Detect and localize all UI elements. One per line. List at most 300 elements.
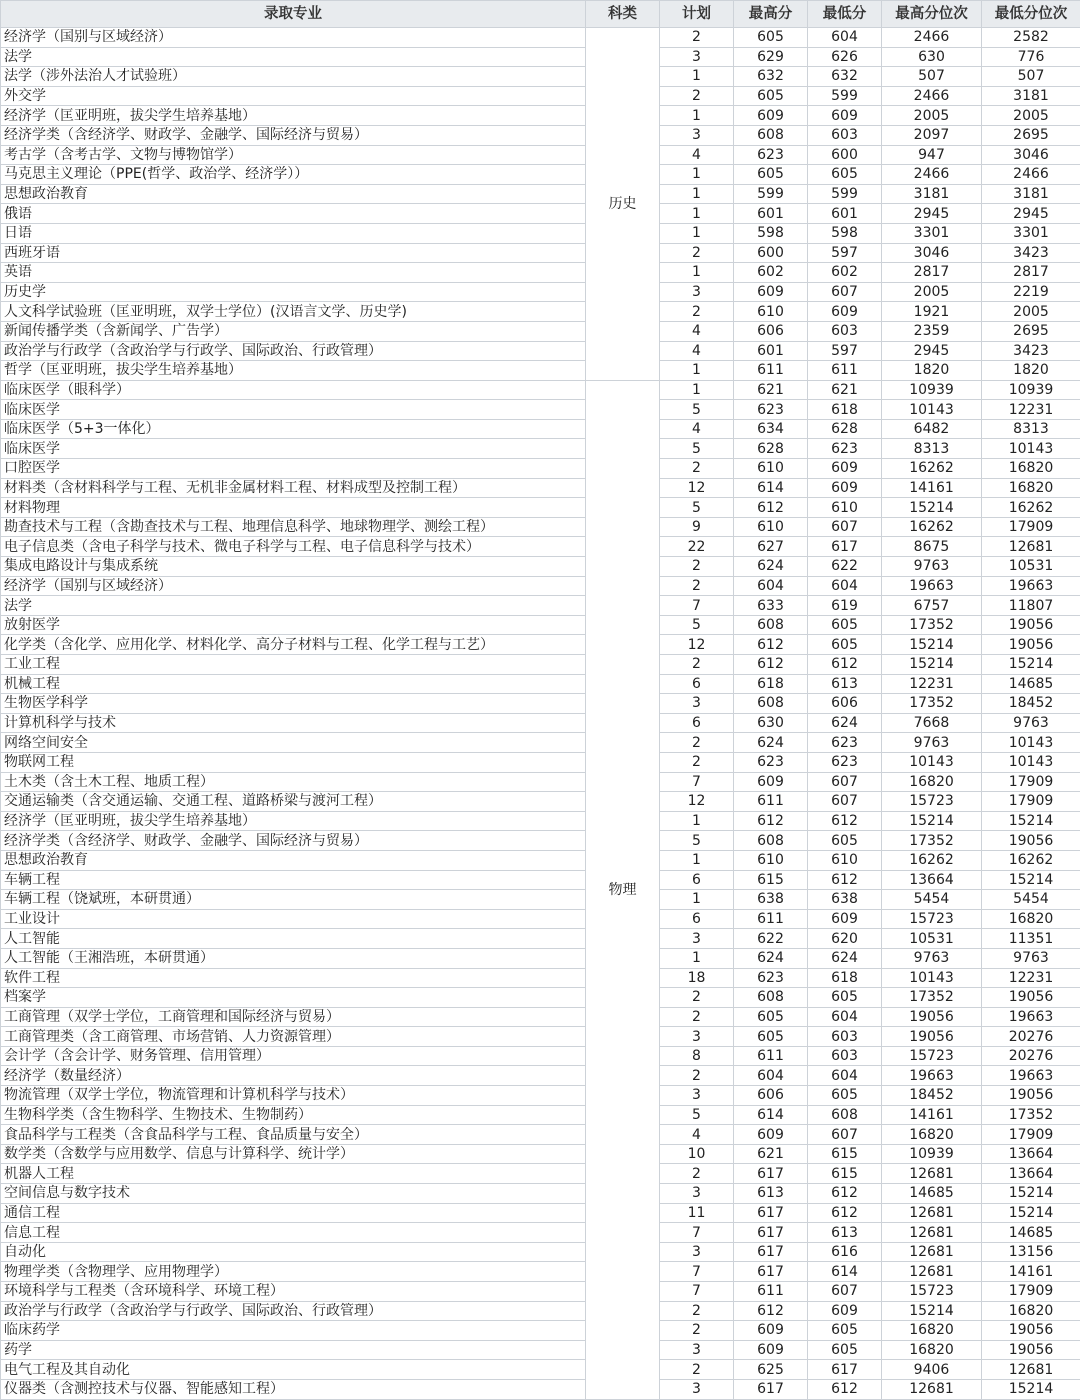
- plan-cell: 3: [660, 47, 734, 67]
- max-score-cell: 608: [734, 615, 808, 635]
- min-rank-cell: 12231: [982, 400, 1080, 420]
- max-rank-cell: 10143: [882, 968, 982, 988]
- plan-cell: 2: [660, 1066, 734, 1086]
- plan-cell: 5: [660, 831, 734, 851]
- plan-cell: 2: [660, 302, 734, 322]
- major-cell: 食品科学与工程类（含食品科学与工程、食品质量与安全）: [1, 1125, 586, 1145]
- max-rank-cell: 2466: [882, 28, 982, 48]
- max-score-cell: 611: [734, 792, 808, 812]
- min-rank-cell: 13664: [982, 1164, 1080, 1184]
- max-rank-cell: 16262: [882, 517, 982, 537]
- max-rank-cell: 14161: [882, 1105, 982, 1125]
- table-row: [1, 1321, 1080, 1341]
- max-score-cell: 614: [734, 1105, 808, 1125]
- max-score-cell: 621: [734, 1144, 808, 1164]
- min-rank-cell: 19056: [982, 831, 1080, 851]
- min-score-cell: 604: [808, 1007, 882, 1027]
- plan-cell: 12: [660, 478, 734, 498]
- max-score-cell: 606: [734, 1086, 808, 1106]
- min-rank-cell: 3046: [982, 145, 1080, 165]
- table-row: [1, 890, 1080, 910]
- min-score-cell: 610: [808, 498, 882, 518]
- min-score-cell: 612: [808, 870, 882, 890]
- major-cell: 历史学: [1, 282, 586, 302]
- table-row: [1, 655, 1080, 675]
- max-rank-cell: 1820: [882, 361, 982, 381]
- max-rank-cell: 9406: [882, 1360, 982, 1380]
- max-rank-cell: 19663: [882, 1066, 982, 1086]
- min-rank-cell: 14685: [982, 1223, 1080, 1243]
- max-score-cell: 624: [734, 557, 808, 577]
- major-cell: 西班牙语: [1, 243, 586, 263]
- max-rank-cell: 6482: [882, 419, 982, 439]
- min-rank-cell: 16820: [982, 478, 1080, 498]
- table-row: [1, 1203, 1080, 1223]
- max-score-cell: 612: [734, 635, 808, 655]
- min-rank-cell: 19056: [982, 988, 1080, 1008]
- min-rank-cell: 19663: [982, 576, 1080, 596]
- table-row: [1, 576, 1080, 596]
- major-cell: 政治学与行政学（含政治学与行政学、国际政治、行政管理）: [1, 1301, 586, 1321]
- max-rank-cell: 9763: [882, 557, 982, 577]
- major-cell: 信息工程: [1, 1223, 586, 1243]
- major-cell: 思想政治教育: [1, 850, 586, 870]
- min-rank-cell: 14685: [982, 674, 1080, 694]
- max-score-cell: 611: [734, 361, 808, 381]
- max-score-cell: 622: [734, 929, 808, 949]
- major-cell: 自动化: [1, 1242, 586, 1262]
- min-score-cell: 605: [808, 165, 882, 185]
- min-score-cell: 597: [808, 243, 882, 263]
- max-score-cell: 623: [734, 400, 808, 420]
- plan-cell: 2: [660, 28, 734, 48]
- plan-cell: 5: [660, 1105, 734, 1125]
- plan-cell: 3: [660, 694, 734, 714]
- major-cell: 通信工程: [1, 1203, 586, 1223]
- major-cell: 经济学（国别与区域经济）: [1, 576, 586, 596]
- max-score-cell: 609: [734, 1340, 808, 1360]
- major-cell: 临床医学: [1, 400, 586, 420]
- category-cell: 物理: [586, 380, 660, 1399]
- table-row: [1, 1027, 1080, 1047]
- major-cell: 机械工程: [1, 674, 586, 694]
- min-rank-cell: 11807: [982, 596, 1080, 616]
- min-rank-cell: 13664: [982, 1144, 1080, 1164]
- min-rank-cell: 17909: [982, 772, 1080, 792]
- min-rank-cell: 1820: [982, 361, 1080, 381]
- max-score-cell: 627: [734, 537, 808, 557]
- min-rank-cell: 16820: [982, 909, 1080, 929]
- table-row: [1, 498, 1080, 518]
- max-score-cell: 609: [734, 1321, 808, 1341]
- plan-cell: 2: [660, 1301, 734, 1321]
- min-rank-cell: 19663: [982, 1066, 1080, 1086]
- major-cell: 法学（涉外法治人才试验班）: [1, 67, 586, 87]
- major-cell: 土木类（含土木工程、地质工程）: [1, 772, 586, 792]
- header-plan: 计划: [660, 1, 734, 28]
- max-score-cell: 634: [734, 419, 808, 439]
- table-row: [1, 1262, 1080, 1282]
- min-score-cell: 626: [808, 47, 882, 67]
- plan-cell: 1: [660, 263, 734, 283]
- max-rank-cell: 630: [882, 47, 982, 67]
- table-row: [1, 1125, 1080, 1145]
- table-row: [1, 713, 1080, 733]
- min-rank-cell: 3423: [982, 341, 1080, 361]
- max-score-cell: 598: [734, 223, 808, 243]
- max-rank-cell: 17352: [882, 831, 982, 851]
- table-row: [1, 1164, 1080, 1184]
- plan-cell: 1: [660, 165, 734, 185]
- table-row: [1, 459, 1080, 479]
- min-rank-cell: 12681: [982, 1360, 1080, 1380]
- max-score-cell: 604: [734, 576, 808, 596]
- table-row: [1, 1242, 1080, 1262]
- min-score-cell: 616: [808, 1242, 882, 1262]
- major-cell: 临床医学（5+3一体化）: [1, 419, 586, 439]
- max-rank-cell: 12681: [882, 1379, 982, 1399]
- max-rank-cell: 3046: [882, 243, 982, 263]
- max-score-cell: 611: [734, 909, 808, 929]
- major-cell: 人文科学试验班（匡亚明班，双学士学位）(汉语言文学、历史学): [1, 302, 586, 322]
- table-row: [1, 1086, 1080, 1106]
- plan-cell: 1: [660, 223, 734, 243]
- max-score-cell: 609: [734, 282, 808, 302]
- table-row: [1, 380, 1080, 400]
- min-rank-cell: 16820: [982, 459, 1080, 479]
- max-score-cell: 617: [734, 1242, 808, 1262]
- max-score-cell: 609: [734, 1125, 808, 1145]
- max-score-cell: 609: [734, 772, 808, 792]
- min-score-cell: 622: [808, 557, 882, 577]
- min-rank-cell: 8313: [982, 419, 1080, 439]
- major-cell: 工商管理（双学士学位，工商管理和国际经济与贸易）: [1, 1007, 586, 1027]
- table-row: [1, 400, 1080, 420]
- major-cell: 数学类（含数学与应用数学、信息与计算科学、统计学）: [1, 1144, 586, 1164]
- min-score-cell: 603: [808, 1046, 882, 1066]
- max-score-cell: 630: [734, 713, 808, 733]
- min-score-cell: 609: [808, 106, 882, 126]
- min-rank-cell: 2582: [982, 28, 1080, 48]
- major-cell: 物流管理（双学士学位，物流管理和计算机科学与技术）: [1, 1086, 586, 1106]
- plan-cell: 1: [660, 106, 734, 126]
- plan-cell: 1: [660, 361, 734, 381]
- plan-cell: 2: [660, 576, 734, 596]
- min-score-cell: 599: [808, 86, 882, 106]
- min-score-cell: 605: [808, 1086, 882, 1106]
- plan-cell: 5: [660, 498, 734, 518]
- max-rank-cell: 19056: [882, 1027, 982, 1047]
- plan-cell: 4: [660, 341, 734, 361]
- major-cell: 临床医学（眼科学）: [1, 380, 586, 400]
- max-rank-cell: 1921: [882, 302, 982, 322]
- min-score-cell: 623: [808, 439, 882, 459]
- min-score-cell: 624: [808, 713, 882, 733]
- table-row: [1, 439, 1080, 459]
- max-score-cell: 605: [734, 86, 808, 106]
- max-rank-cell: 15723: [882, 792, 982, 812]
- min-rank-cell: 19056: [982, 1321, 1080, 1341]
- min-score-cell: 624: [808, 948, 882, 968]
- major-cell: 政治学与行政学（含政治学与行政学、国际政治、行政管理）: [1, 341, 586, 361]
- max-score-cell: 610: [734, 302, 808, 322]
- plan-cell: 2: [660, 1164, 734, 1184]
- max-score-cell: 602: [734, 263, 808, 283]
- plan-cell: 2: [660, 655, 734, 675]
- max-rank-cell: 16820: [882, 1321, 982, 1341]
- major-cell: 放射医学: [1, 615, 586, 635]
- header-major: 录取专业: [1, 1, 586, 28]
- min-rank-cell: 19056: [982, 635, 1080, 655]
- min-score-cell: 601: [808, 204, 882, 224]
- min-score-cell: 620: [808, 929, 882, 949]
- major-cell: 工业工程: [1, 655, 586, 675]
- min-score-cell: 612: [808, 1203, 882, 1223]
- table-row: [1, 106, 1080, 126]
- min-rank-cell: 13156: [982, 1242, 1080, 1262]
- min-score-cell: 606: [808, 694, 882, 714]
- min-rank-cell: 507: [982, 67, 1080, 87]
- min-rank-cell: 15214: [982, 870, 1080, 890]
- min-rank-cell: 10939: [982, 380, 1080, 400]
- max-score-cell: 610: [734, 850, 808, 870]
- min-score-cell: 604: [808, 1066, 882, 1086]
- min-rank-cell: 2466: [982, 165, 1080, 185]
- plan-cell: 11: [660, 1203, 734, 1223]
- major-cell: 经济学（匡亚明班，拔尖学生培养基地）: [1, 106, 586, 126]
- min-score-cell: 610: [808, 850, 882, 870]
- max-rank-cell: 2359: [882, 321, 982, 341]
- major-cell: 经济学（数量经济）: [1, 1066, 586, 1086]
- min-rank-cell: 16820: [982, 1301, 1080, 1321]
- min-rank-cell: 17909: [982, 1282, 1080, 1302]
- plan-cell: 3: [660, 1340, 734, 1360]
- min-rank-cell: 2005: [982, 106, 1080, 126]
- major-cell: 口腔医学: [1, 459, 586, 479]
- max-rank-cell: 6757: [882, 596, 982, 616]
- plan-cell: 1: [660, 380, 734, 400]
- min-rank-cell: 5454: [982, 890, 1080, 910]
- max-rank-cell: 5454: [882, 890, 982, 910]
- plan-cell: 3: [660, 125, 734, 145]
- min-score-cell: 617: [808, 537, 882, 557]
- plan-cell: 1: [660, 890, 734, 910]
- min-rank-cell: 2817: [982, 263, 1080, 283]
- table-row: [1, 1184, 1080, 1204]
- max-rank-cell: 7668: [882, 713, 982, 733]
- max-rank-cell: 17352: [882, 694, 982, 714]
- min-rank-cell: 17909: [982, 517, 1080, 537]
- min-score-cell: 619: [808, 596, 882, 616]
- plan-cell: 1: [660, 850, 734, 870]
- min-rank-cell: 19663: [982, 1007, 1080, 1027]
- min-rank-cell: 20276: [982, 1027, 1080, 1047]
- min-rank-cell: 3181: [982, 86, 1080, 106]
- table-row: [1, 615, 1080, 635]
- plan-cell: 7: [660, 1262, 734, 1282]
- max-score-cell: 628: [734, 439, 808, 459]
- min-rank-cell: 16262: [982, 850, 1080, 870]
- max-rank-cell: 10143: [882, 752, 982, 772]
- plan-cell: 2: [660, 243, 734, 263]
- max-score-cell: 606: [734, 321, 808, 341]
- max-score-cell: 623: [734, 968, 808, 988]
- major-cell: 空间信息与数字技术: [1, 1184, 586, 1204]
- max-rank-cell: 17352: [882, 615, 982, 635]
- table-row: [1, 557, 1080, 577]
- max-score-cell: 612: [734, 655, 808, 675]
- plan-cell: 2: [660, 1321, 734, 1341]
- max-score-cell: 638: [734, 890, 808, 910]
- max-rank-cell: 15214: [882, 655, 982, 675]
- max-rank-cell: 15214: [882, 635, 982, 655]
- max-rank-cell: 507: [882, 67, 982, 87]
- min-score-cell: 607: [808, 772, 882, 792]
- min-score-cell: 612: [808, 1184, 882, 1204]
- min-score-cell: 638: [808, 890, 882, 910]
- plan-cell: 1: [660, 204, 734, 224]
- min-rank-cell: 20276: [982, 1046, 1080, 1066]
- major-cell: 俄语: [1, 204, 586, 224]
- plan-cell: 2: [660, 733, 734, 753]
- table-row: [1, 517, 1080, 537]
- major-cell: 档案学: [1, 988, 586, 1008]
- category-cell: 历史: [586, 28, 660, 381]
- table-row: [1, 282, 1080, 302]
- max-score-cell: 623: [734, 752, 808, 772]
- min-rank-cell: 16262: [982, 498, 1080, 518]
- max-rank-cell: 12231: [882, 674, 982, 694]
- plan-cell: 7: [660, 596, 734, 616]
- table-row: [1, 929, 1080, 949]
- min-score-cell: 604: [808, 576, 882, 596]
- table-row: [1, 537, 1080, 557]
- max-score-cell: 608: [734, 125, 808, 145]
- min-score-cell: 603: [808, 321, 882, 341]
- min-score-cell: 612: [808, 1379, 882, 1399]
- plan-cell: 2: [660, 1007, 734, 1027]
- table-row: [1, 1340, 1080, 1360]
- major-cell: 经济学类（含经济学、财政学、金融学、国际经济与贸易）: [1, 831, 586, 851]
- min-score-cell: 615: [808, 1164, 882, 1184]
- max-score-cell: 610: [734, 517, 808, 537]
- min-score-cell: 615: [808, 1144, 882, 1164]
- min-score-cell: 605: [808, 831, 882, 851]
- plan-cell: 6: [660, 870, 734, 890]
- table-row: [1, 1105, 1080, 1125]
- plan-cell: 2: [660, 86, 734, 106]
- max-score-cell: 629: [734, 47, 808, 67]
- max-score-cell: 601: [734, 341, 808, 361]
- major-cell: 会计学（含会计学、财务管理、信用管理）: [1, 1046, 586, 1066]
- table-row: [1, 870, 1080, 890]
- table-row: [1, 223, 1080, 243]
- major-cell: 计算机科学与技术: [1, 713, 586, 733]
- table-row: [1, 302, 1080, 322]
- min-score-cell: 604: [808, 28, 882, 48]
- max-score-cell: 612: [734, 811, 808, 831]
- plan-cell: 4: [660, 145, 734, 165]
- min-score-cell: 597: [808, 341, 882, 361]
- max-score-cell: 608: [734, 694, 808, 714]
- table-row: [1, 86, 1080, 106]
- max-score-cell: 624: [734, 733, 808, 753]
- major-cell: 药学: [1, 1340, 586, 1360]
- min-rank-cell: 15214: [982, 1379, 1080, 1399]
- max-score-cell: 633: [734, 596, 808, 616]
- max-rank-cell: 2097: [882, 125, 982, 145]
- major-cell: 马克思主义理论（PPE(哲学、政治学、经济学））: [1, 165, 586, 185]
- min-rank-cell: 17909: [982, 792, 1080, 812]
- min-rank-cell: 14161: [982, 1262, 1080, 1282]
- major-cell: 哲学（匡亚明班，拔尖学生培养基地）: [1, 361, 586, 381]
- min-score-cell: 609: [808, 1301, 882, 1321]
- max-score-cell: 617: [734, 1203, 808, 1223]
- min-rank-cell: 776: [982, 47, 1080, 67]
- min-rank-cell: 2005: [982, 302, 1080, 322]
- max-score-cell: 608: [734, 831, 808, 851]
- plan-cell: 2: [660, 752, 734, 772]
- min-score-cell: 611: [808, 361, 882, 381]
- min-rank-cell: 9763: [982, 713, 1080, 733]
- plan-cell: 9: [660, 517, 734, 537]
- plan-cell: 4: [660, 321, 734, 341]
- min-rank-cell: 2695: [982, 125, 1080, 145]
- min-score-cell: 632: [808, 67, 882, 87]
- min-score-cell: 609: [808, 459, 882, 479]
- max-rank-cell: 8675: [882, 537, 982, 557]
- max-score-cell: 617: [734, 1223, 808, 1243]
- min-score-cell: 623: [808, 733, 882, 753]
- table-row: [1, 831, 1080, 851]
- min-score-cell: 609: [808, 909, 882, 929]
- plan-cell: 1: [660, 948, 734, 968]
- major-cell: 材料类（含材料科学与工程、无机非金属材料工程、材料成型及控制工程）: [1, 478, 586, 498]
- plan-cell: 2: [660, 557, 734, 577]
- major-cell: 集成电路设计与集成系统: [1, 557, 586, 577]
- max-rank-cell: 947: [882, 145, 982, 165]
- min-rank-cell: 2695: [982, 321, 1080, 341]
- major-cell: 勘查技术与工程（含勘查技术与工程、地理信息科学、地球物理学、测绘工程）: [1, 517, 586, 537]
- min-score-cell: 599: [808, 184, 882, 204]
- table-row: [1, 419, 1080, 439]
- max-rank-cell: 10939: [882, 1144, 982, 1164]
- min-score-cell: 621: [808, 380, 882, 400]
- min-rank-cell: 19056: [982, 615, 1080, 635]
- table-row: [1, 792, 1080, 812]
- plan-cell: 1: [660, 184, 734, 204]
- max-score-cell: 611: [734, 1282, 808, 1302]
- major-cell: 工业设计: [1, 909, 586, 929]
- table-row: [1, 752, 1080, 772]
- min-score-cell: 613: [808, 1223, 882, 1243]
- min-score-cell: 600: [808, 145, 882, 165]
- table-row: [1, 674, 1080, 694]
- max-rank-cell: 13664: [882, 870, 982, 890]
- max-score-cell: 601: [734, 204, 808, 224]
- plan-cell: 2: [660, 459, 734, 479]
- min-score-cell: 605: [808, 988, 882, 1008]
- table-row: [1, 968, 1080, 988]
- table-row: [1, 988, 1080, 1008]
- table-row: [1, 772, 1080, 792]
- max-score-cell: 604: [734, 1066, 808, 1086]
- major-cell: 临床药学: [1, 1321, 586, 1341]
- table-row: [1, 1066, 1080, 1086]
- min-score-cell: 605: [808, 1321, 882, 1341]
- plan-cell: 3: [660, 929, 734, 949]
- plan-cell: 18: [660, 968, 734, 988]
